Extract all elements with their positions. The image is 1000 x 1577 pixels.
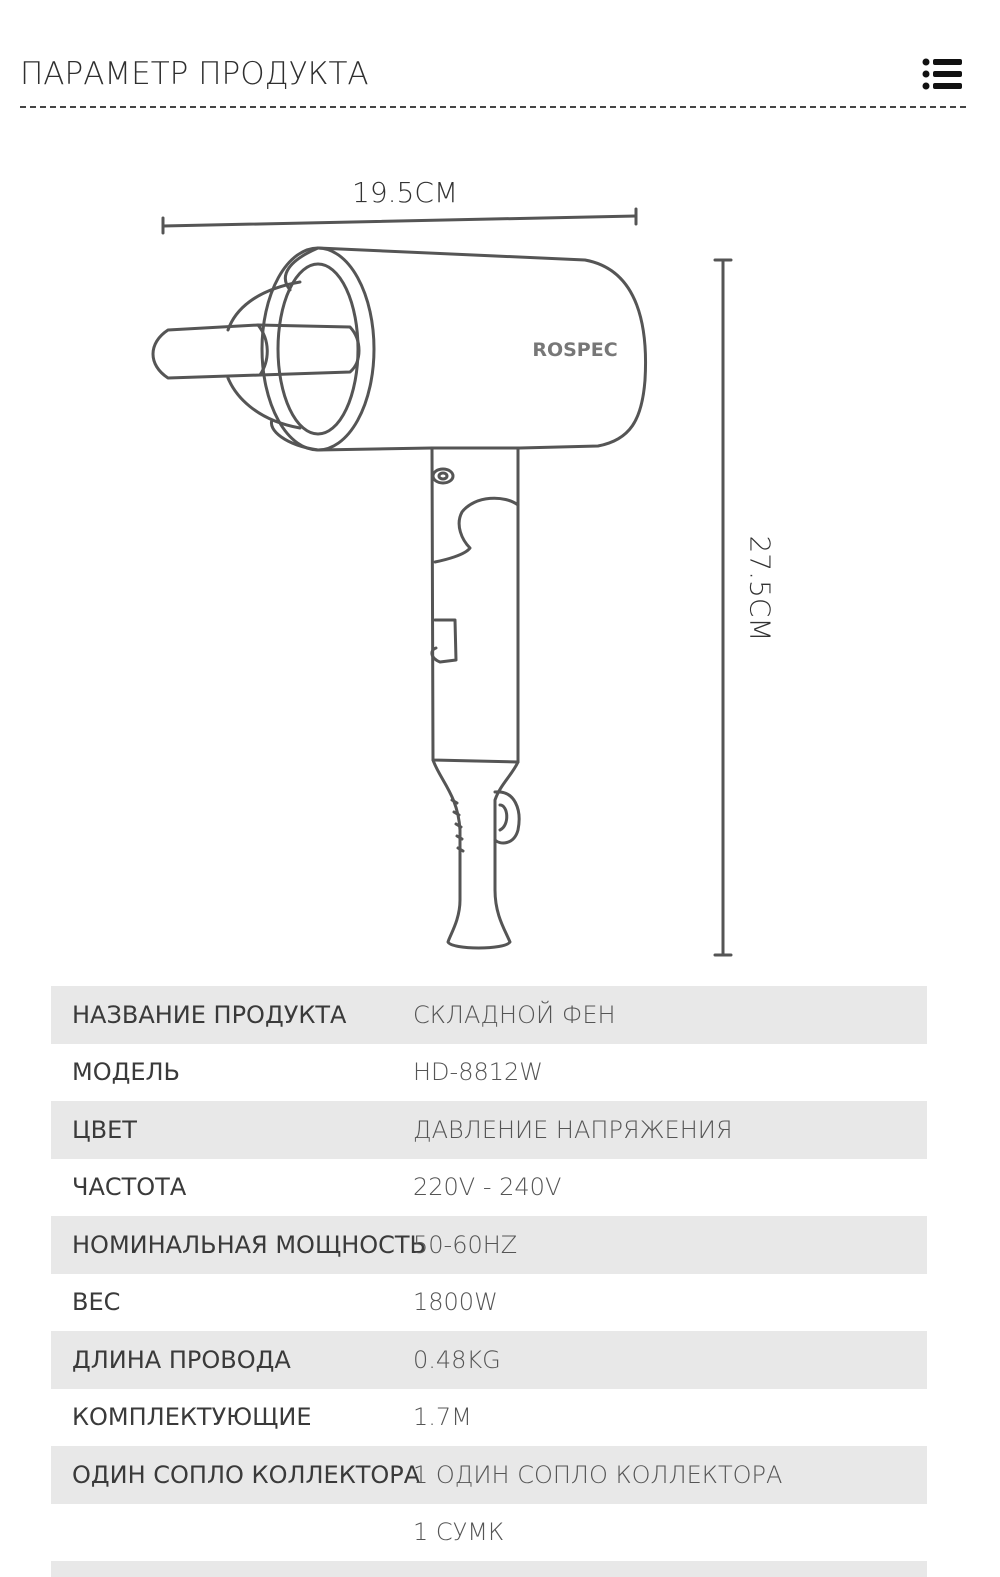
table-row: [51, 1274, 927, 1332]
table-row: [51, 1504, 927, 1562]
spec-value: 50-60HZ: [413, 1230, 518, 1259]
page-title: ПАРАМЕТР ПРОДУКТА: [20, 56, 369, 92]
spec-label: КОМПЛЕКТУЮЩИЕ: [72, 1403, 312, 1432]
width-label: 19.5CM: [352, 176, 459, 209]
spec-label: ЧАСТОТА: [72, 1173, 187, 1202]
table-row: [51, 1216, 927, 1274]
spec-value: 1800W: [413, 1288, 498, 1317]
brand-logo: ROSPEC: [532, 339, 618, 361]
spec-value: 1.7M: [413, 1403, 472, 1432]
spec-value: СКЛАДНОЙ ФЕН: [413, 1000, 616, 1029]
table-row: [51, 986, 927, 1044]
height-label: 27.5CM: [743, 535, 777, 642]
spec-label: НАЗВАНИЕ ПРОДУКТА: [72, 1000, 347, 1029]
height-dimension-line: [715, 260, 731, 955]
spec-label: ОДИН СОПЛО КОЛЛЕКТОРА: [72, 1460, 421, 1489]
spec-table: [51, 986, 927, 1561]
table-row: [51, 1044, 927, 1102]
spec-value: 1 ОДИН СОПЛО КОЛЛЕКТОРА: [413, 1460, 783, 1489]
spec-label: ДЛИНА ПРОВОДА: [72, 1345, 291, 1374]
spec-label: НОМИНАЛЬНАЯ МОЩНОСТЬ: [72, 1230, 427, 1259]
table-row: [51, 1101, 927, 1159]
width-dimension-line: [163, 209, 636, 233]
spec-value: ДАВЛЕНИЕ НАПРЯЖЕНИЯ: [413, 1115, 733, 1144]
spec-value: 220V - 240V: [413, 1173, 562, 1202]
table-row: [51, 1389, 927, 1447]
table-row: [51, 1159, 927, 1217]
spec-label: ВЕС: [72, 1288, 121, 1317]
spec-label: МОДЕЛЬ: [72, 1058, 181, 1087]
spec-value: 0.48KG: [413, 1345, 501, 1374]
dryer-handle: [432, 448, 519, 948]
table-row: [51, 1331, 927, 1389]
table-bottom-strip: [51, 1561, 927, 1577]
spec-value: HD-8812W: [413, 1058, 543, 1087]
table-row: [51, 1446, 927, 1504]
spec-value: 1 СУМК: [413, 1518, 505, 1547]
spec-label: ЦВЕТ: [72, 1115, 137, 1144]
